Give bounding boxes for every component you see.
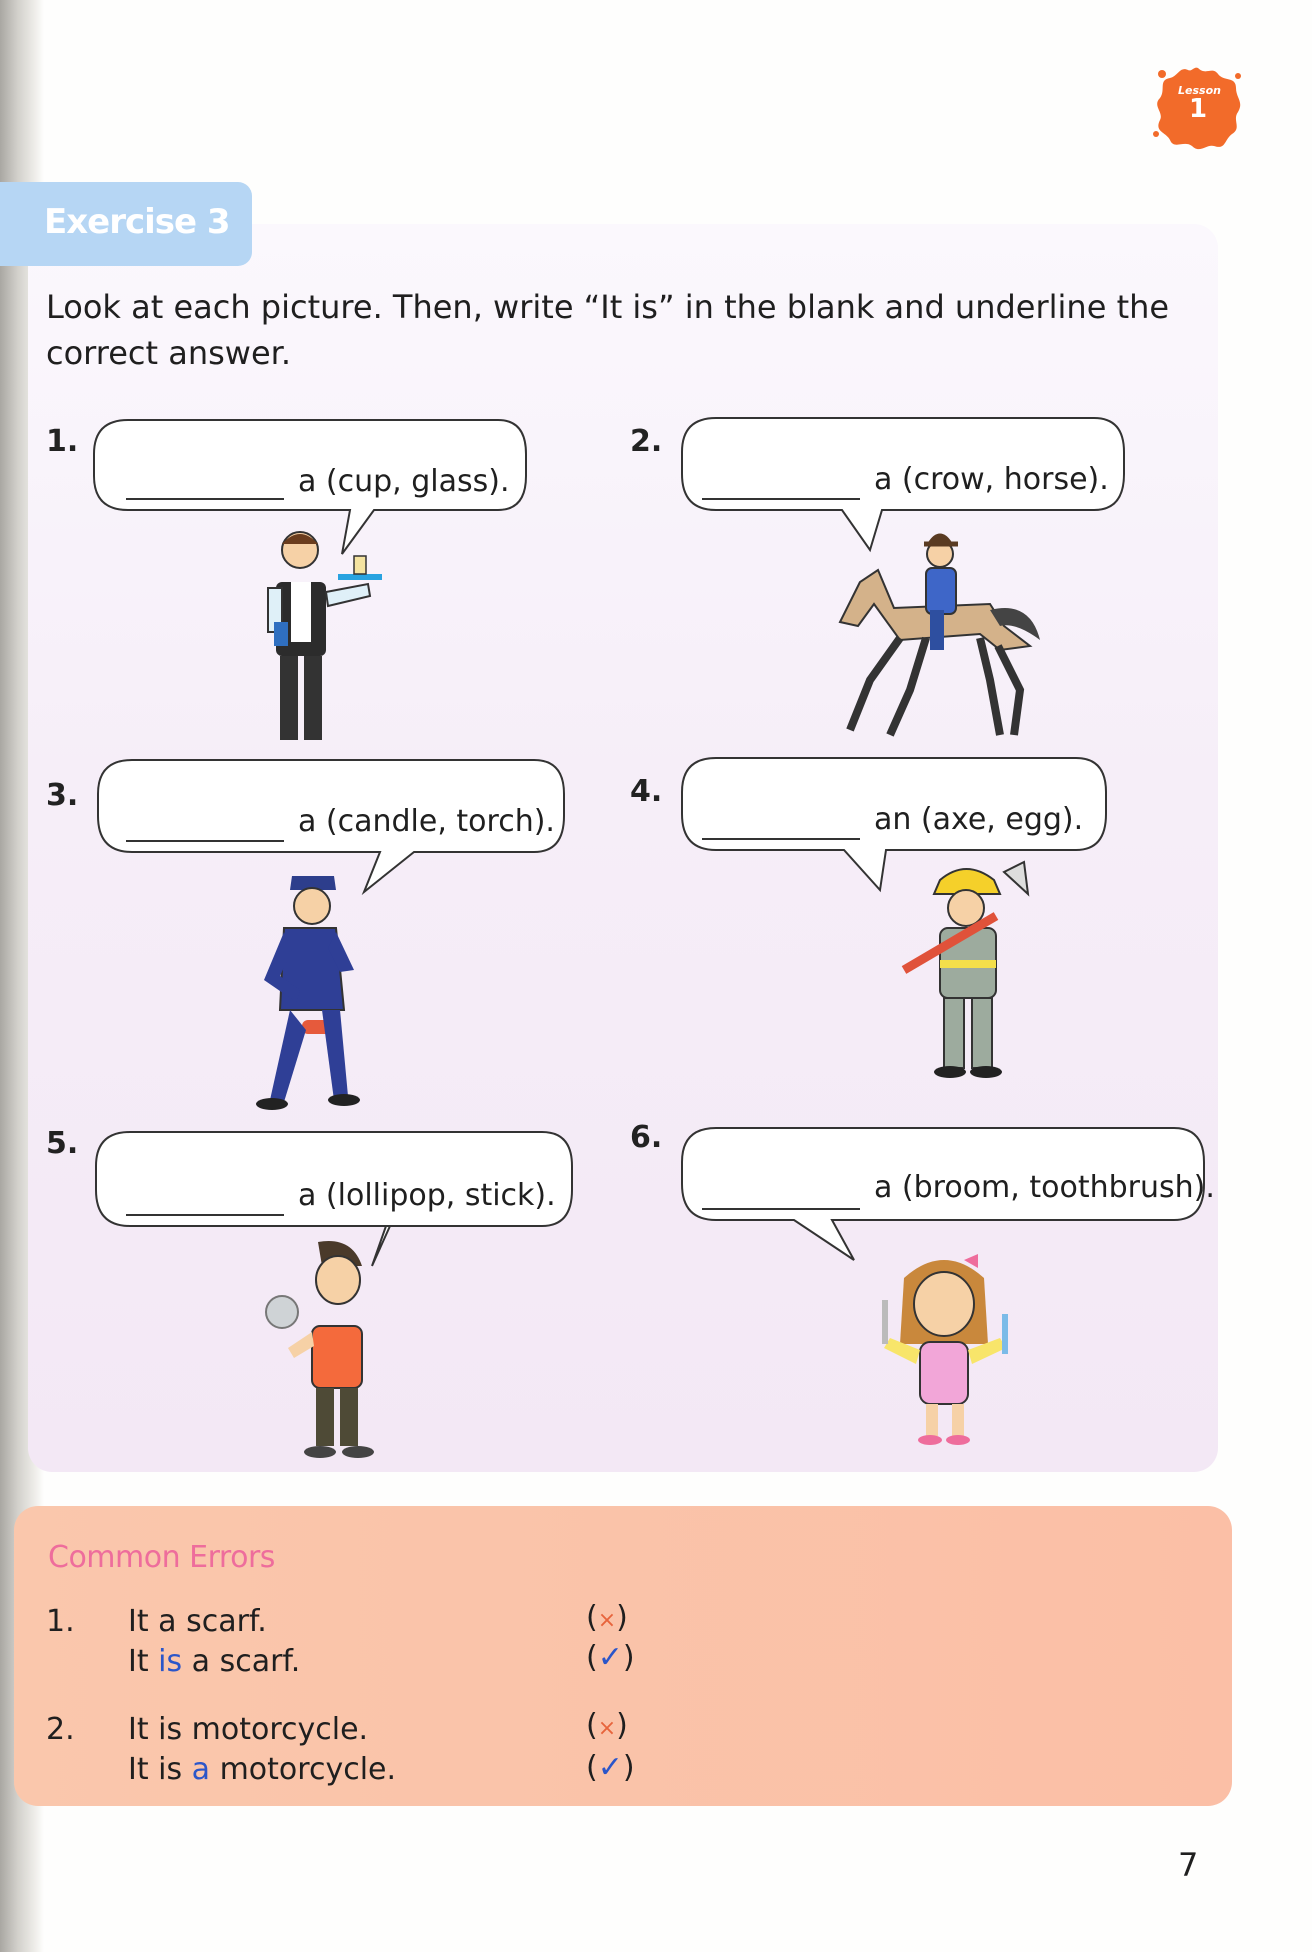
answer-blank-3[interactable] bbox=[126, 840, 284, 842]
bubble-text-2: a (crow, horse). bbox=[874, 462, 1109, 497]
question-number-1: 1. bbox=[46, 424, 79, 459]
error-right-sentence-2 bbox=[128, 1752, 396, 1787]
bubble-text-1: a (cup, glass). bbox=[298, 464, 510, 499]
error-wrong-sentence-2: It is motorcycle. bbox=[128, 1712, 369, 1747]
wrong-mark-1: (×) bbox=[586, 1600, 628, 1635]
error-right-sentence-1 bbox=[128, 1644, 300, 1679]
firefighter-icon bbox=[900, 860, 1040, 1094]
wrong-mark-2: (×) bbox=[586, 1708, 628, 1743]
boy-icon bbox=[262, 1240, 392, 1469]
cross-icon: × bbox=[597, 1716, 617, 1741]
lesson-badge bbox=[1152, 62, 1244, 154]
right-mark-1: (✓) bbox=[586, 1640, 635, 1675]
lesson-number: 1 bbox=[1188, 94, 1208, 124]
common-errors-title: Common Errors bbox=[48, 1540, 275, 1575]
answer-blank-4[interactable] bbox=[702, 838, 860, 840]
answer-blank-2[interactable] bbox=[702, 498, 860, 500]
error-right-before-2: It is bbox=[128, 1752, 192, 1787]
bubble-text-4: an (axe, egg). bbox=[874, 802, 1084, 837]
girl-icon bbox=[868, 1252, 1028, 1451]
error-right-before-1: It bbox=[128, 1644, 159, 1679]
police-officer-icon bbox=[240, 870, 370, 1119]
question-number-3: 3. bbox=[46, 778, 79, 813]
error-right-after-1: a scarf. bbox=[182, 1644, 301, 1679]
right-mark-2: (✓) bbox=[586, 1750, 635, 1785]
waiter-icon bbox=[258, 530, 388, 749]
error-wrong-sentence-1: It a scarf. bbox=[128, 1604, 267, 1639]
answer-blank-5[interactable] bbox=[126, 1214, 284, 1216]
check-icon: ✓ bbox=[597, 1640, 623, 1675]
bubble-text-6: a (broom, toothbrush). bbox=[874, 1170, 1215, 1205]
error-right-highlight-2: a bbox=[191, 1752, 211, 1787]
question-number-2: 2. bbox=[630, 424, 663, 459]
horse-rider-icon bbox=[830, 530, 1050, 749]
page-number: 7 bbox=[1178, 1846, 1199, 1884]
answer-blank-1[interactable] bbox=[126, 498, 284, 500]
error-right-after-2: motorcycle. bbox=[210, 1752, 397, 1787]
answer-blank-6[interactable] bbox=[702, 1208, 860, 1210]
error-number-1: 1. bbox=[46, 1604, 75, 1639]
question-number-5: 5. bbox=[46, 1126, 79, 1161]
error-right-highlight-1: is bbox=[158, 1644, 183, 1679]
cross-icon: × bbox=[597, 1608, 617, 1633]
bubble-text-3: a (candle, torch). bbox=[298, 804, 555, 839]
question-number-6: 6. bbox=[630, 1120, 663, 1155]
exercise-instruction: Look at each picture. Then, write “It is” in the blank and underline the correct answer. bbox=[46, 288, 1170, 372]
check-icon: ✓ bbox=[597, 1750, 623, 1785]
question-number-4: 4. bbox=[630, 774, 663, 809]
bubble-text-5: a (lollipop, stick). bbox=[298, 1178, 556, 1213]
exercise-tab bbox=[0, 182, 252, 266]
lesson-label: Lesson bbox=[1178, 84, 1221, 97]
error-number-2: 2. bbox=[46, 1712, 75, 1747]
exercise-title: Exercise 3 bbox=[44, 202, 230, 242]
